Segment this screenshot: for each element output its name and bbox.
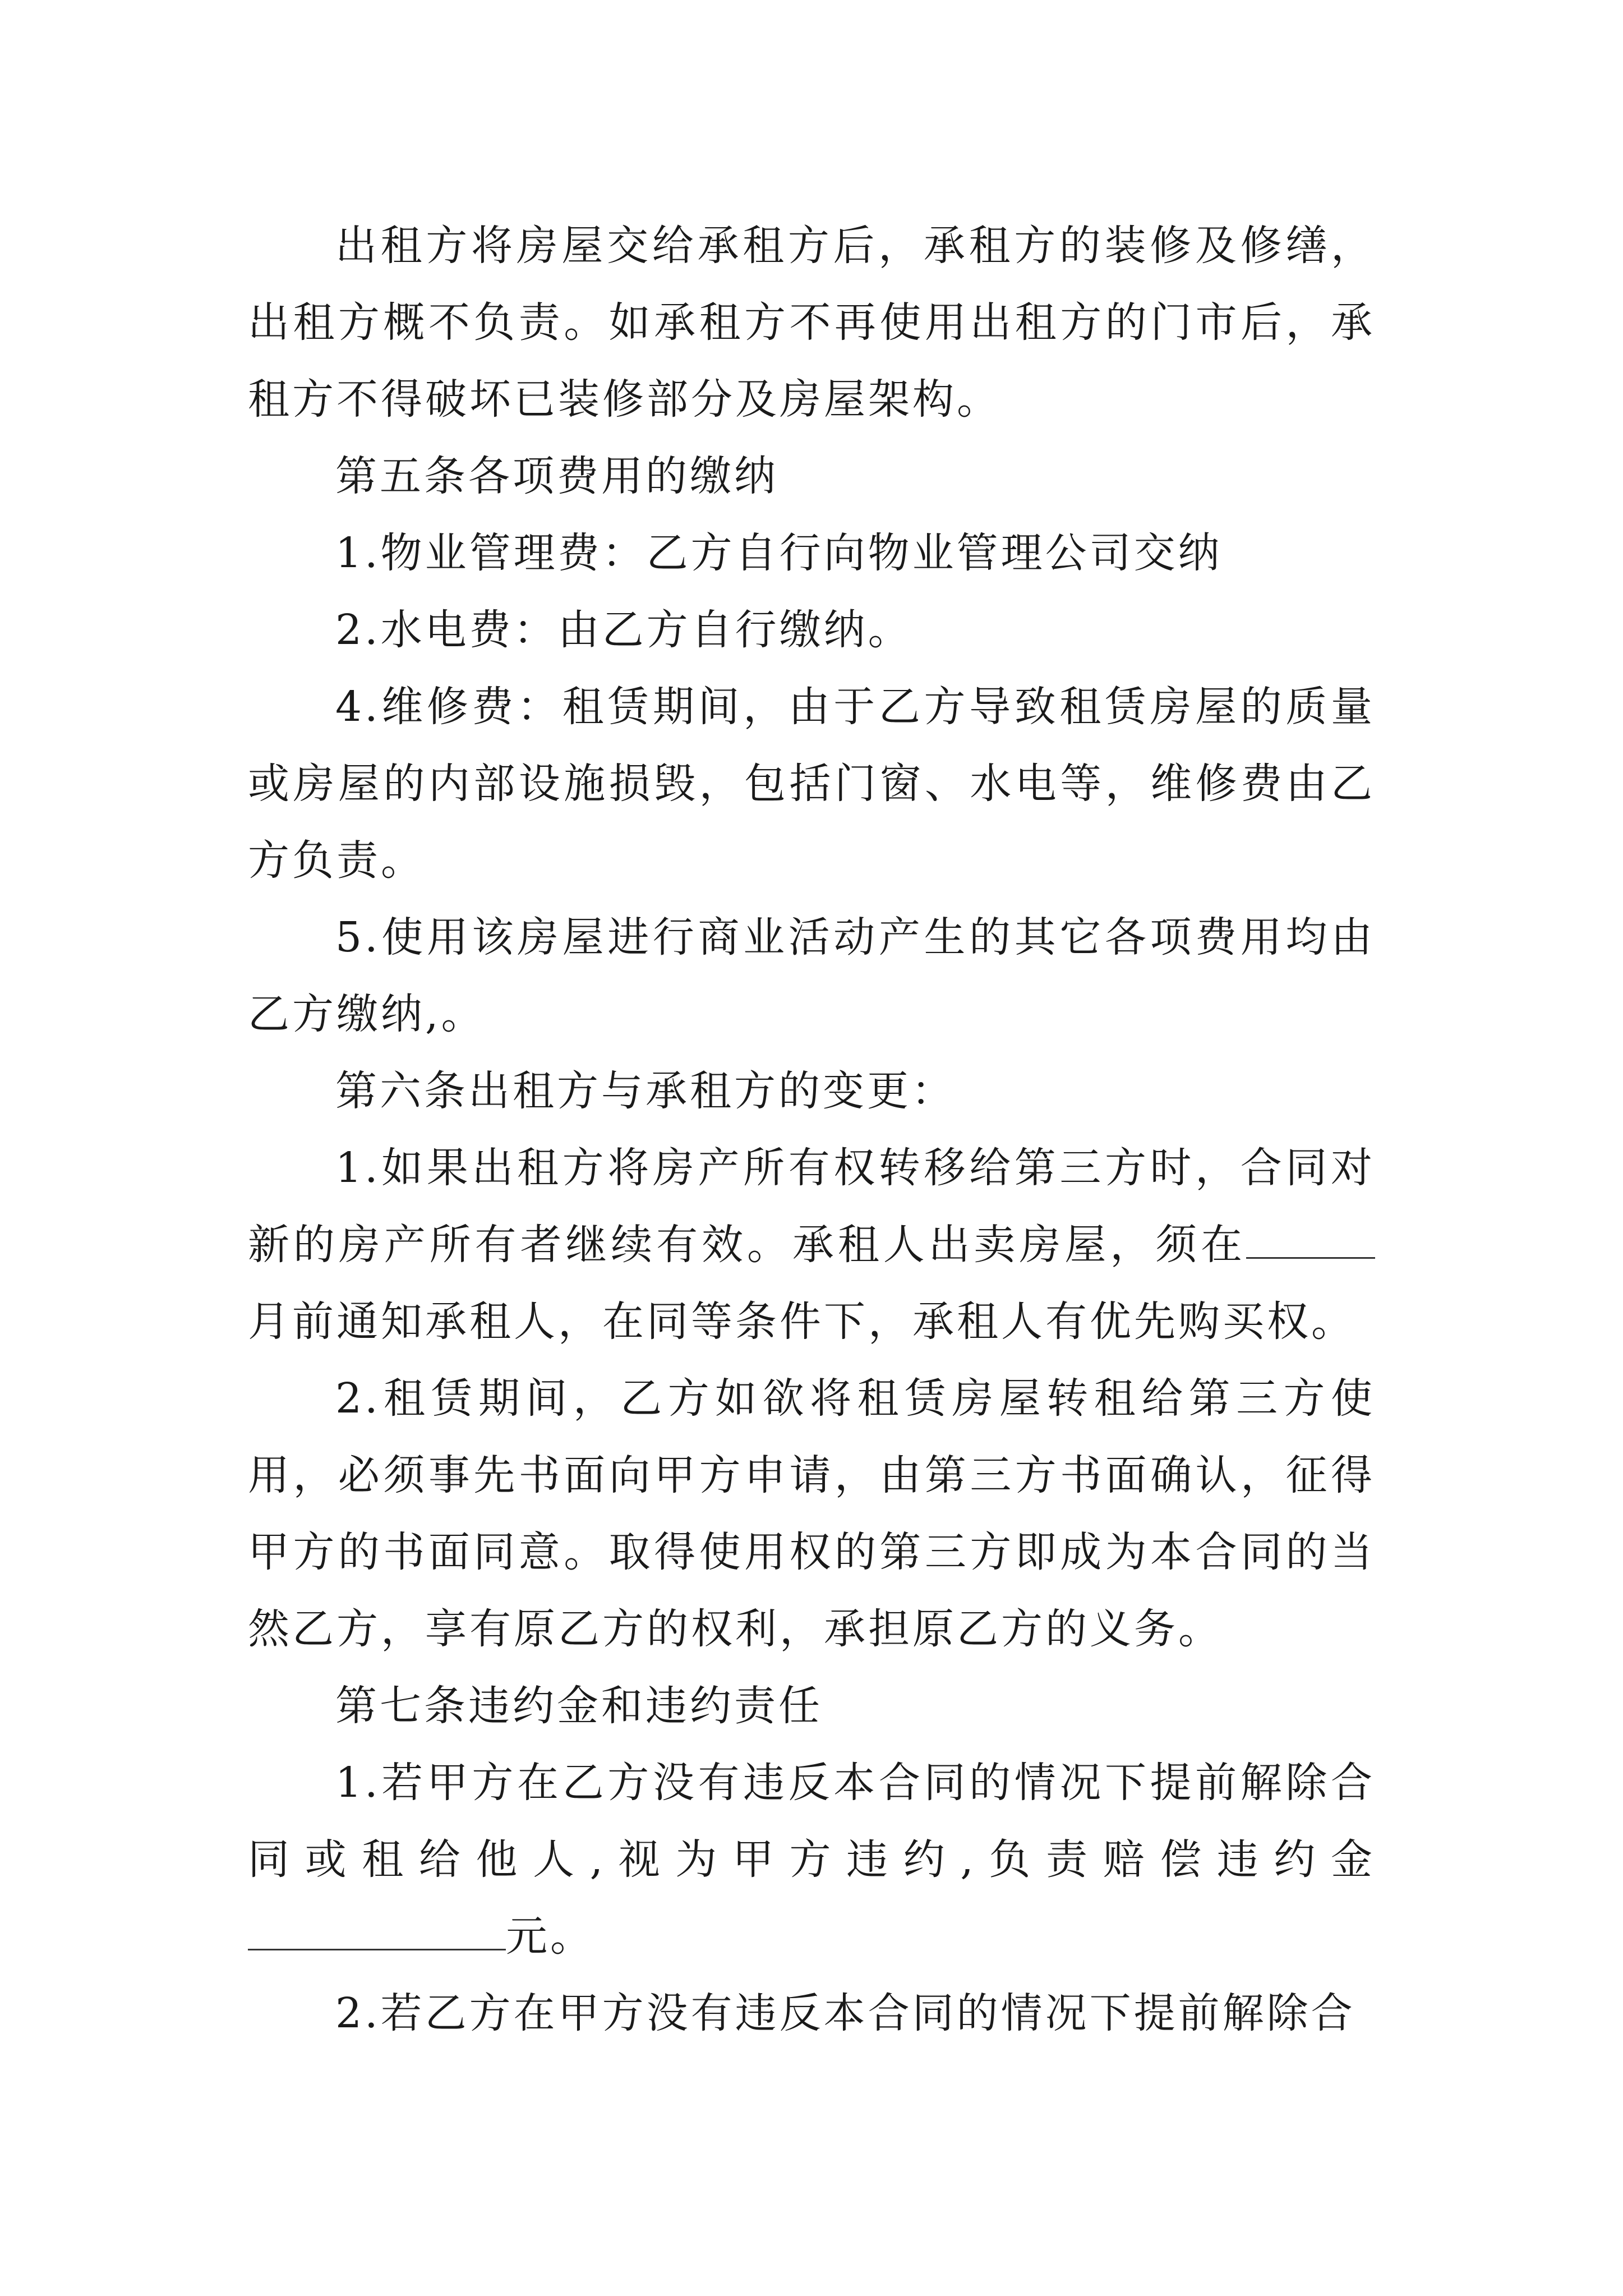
paragraph-property-fee: 1.物业管理费：乙方自行向物业管理公司交纳 xyxy=(335,529,1223,577)
document-body xyxy=(248,208,1375,2052)
heading-article-6: 第六条出租方与承租方的变更： xyxy=(335,1067,956,1115)
months-blank-field xyxy=(1246,1218,1375,1259)
paragraph-ownership-transfer xyxy=(248,1130,1375,1360)
party-a-breach-text-after: 元。 xyxy=(506,1912,594,1961)
paragraph-other-fees: 5.使用该房屋进行商业活动产生的其它各项费用均由乙方缴纳,。 xyxy=(248,913,1375,1038)
paragraph-decoration-clause: 出租方将房屋交给承租方后，承租方的装修及修缮，出租方概不负责。如承租方不再使用出租方的门市后，承租方不得破坏已装修部分及房屋架构。 xyxy=(248,222,1375,424)
heading-article-5: 第五条各项费用的缴纳 xyxy=(335,452,778,500)
ownership-transfer-text-before: 1.如果出租方将房产所有权转移给第三方时，合同对新的房产所有者继续有效。承租人出卖房屋，须在 xyxy=(248,1144,1375,1269)
party-a-breach-text-before: 1.若甲方在乙方没有违反本合同的情况下提前解除合同或租给他人,视为甲方违约,负责赔偿违约金 xyxy=(248,1759,1375,1884)
paragraph-party-a-breach xyxy=(248,1745,1375,1975)
paragraph-party-b-breach: 2.若乙方在甲方没有违反本合同的情况下提前解除合 xyxy=(335,1989,1355,2037)
paragraph-maintenance-fee: 4.维修费：租赁期间，由于乙方导致租赁房屋的质量或房屋的内部设施损毁，包括门窗、水电等，维修费由乙方负责。 xyxy=(248,683,1375,885)
penalty-amount-blank-field xyxy=(248,1910,506,1950)
paragraph-utilities-fee: 2.水电费：由乙方自行缴纳。 xyxy=(335,606,912,654)
paragraph-sublease: 2.租赁期间，乙方如欲将租赁房屋转租给第三方使用，必须事先书面向甲方申请，由第三方书面确认，征得甲方的书面同意。取得使用权的第三方即成为本合同的当然乙方，享有原乙方的权利，承担原乙方的义务。 xyxy=(248,1374,1375,1653)
ownership-transfer-text-after: 月前通知承租人，在同等条件下，承租人有优先购买权。 xyxy=(248,1297,1355,1346)
heading-article-7: 第七条违约金和违约责任 xyxy=(335,1682,823,1730)
